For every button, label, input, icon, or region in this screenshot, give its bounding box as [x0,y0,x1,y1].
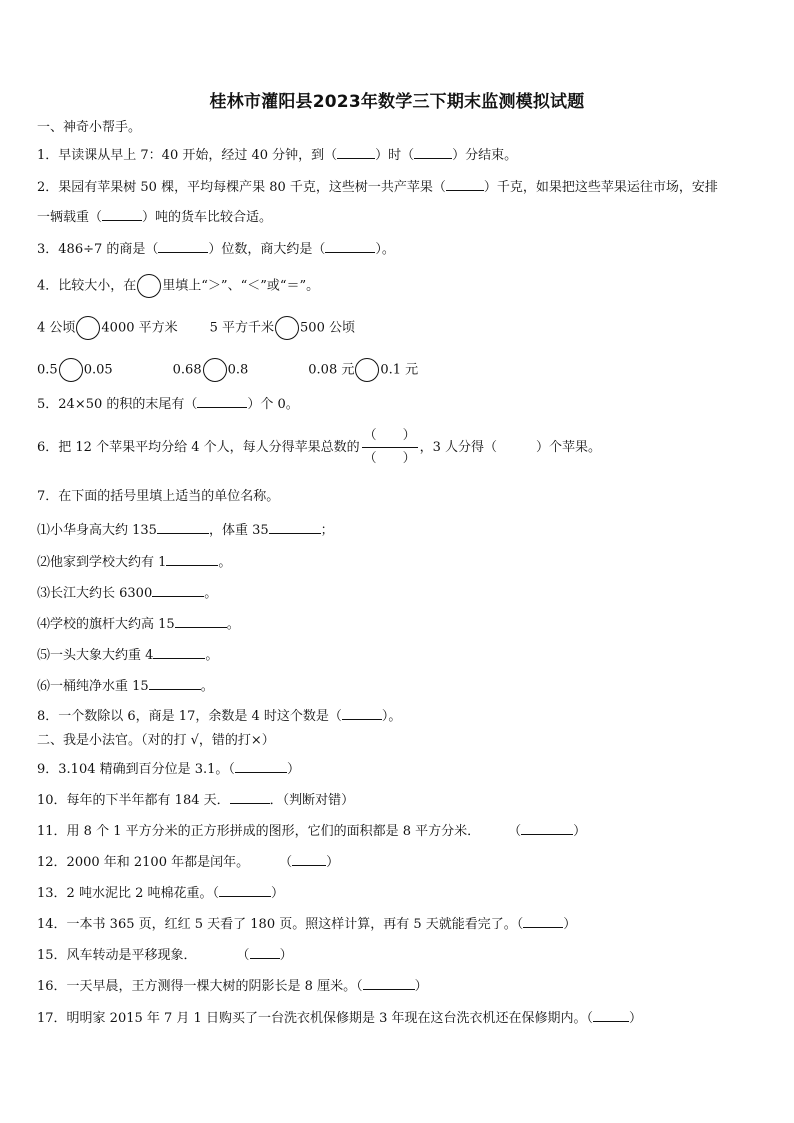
question-6: 6．把 12 个苹果平均分给 4 个人，每人分得苹果总数的 $\frac{( )}{( )}$ ，3 人分得（ ）个苹果。 [37,426,601,469]
answer-blank[interactable] [292,853,326,866]
answer-blank[interactable] [363,977,415,990]
answer-blank[interactable] [523,915,563,928]
fraction-blank[interactable]: $\frac{( )}{( )}$ [363,428,416,466]
answer-blank[interactable] [158,240,208,253]
compare-circle[interactable] [137,274,161,298]
question-15: 15．风车转动是平移现象． （ ） [37,948,293,963]
answer-blank[interactable] [235,760,287,773]
question-7-1: ⑴小华身高大约 135 ，体重 35 ； [37,523,334,538]
compare-row-1: 4 公顷 4000 平方米 5 平方千米 500 公顷 [37,316,355,340]
question-7-4: ⑷学校的旗杆大约高 15 。 [37,617,240,632]
section-2-heading: 二、我是小法官。（对的打 √，错的打×） [37,733,275,748]
question-7-6: ⑹一桶纯净水重 15 。 [37,679,214,694]
question-7-2: ⑵他家到学校大约有 1 。 [37,555,232,570]
question-3: 3．486÷7 的商是（ ）位数，商大约是（ ）。 [37,242,395,257]
question-12: 12．2000 年和 2100 年都是闰年。 （ ） [37,855,340,870]
question-14: 14．一本书 365 页，红红 5 天看了 180 页。照这样计算，再有 5 天就能看完了。（ ） [37,917,577,932]
compare-circle[interactable] [355,358,379,382]
compare-row-2: 0.5 0.05 0.68 0.8 0.08 元 0.1 元 [37,358,418,382]
answer-blank[interactable] [152,584,204,597]
answer-blank[interactable] [446,178,484,191]
question-5: 5．24×50 的积的末尾有（ ）个 0。 [37,397,299,412]
section-1-heading: 一、神奇小帮手。 [37,120,142,135]
answer-blank[interactable] [230,791,270,804]
compare-circle[interactable] [59,358,83,382]
answer-blank[interactable] [102,208,142,221]
answer-blank[interactable] [593,1009,629,1022]
answer-blank[interactable] [166,553,218,566]
question-7-3: ⑶长江大约长 6300 。 [37,586,218,601]
question-9: 9．3.104 精确到百分位是 3.1。（ ） [37,762,300,777]
question-16: 16．一天早晨，王方测得一棵大树的阴影长是 8 厘米。（ ） [37,979,428,994]
question-17: 17．明明家 2015 年 7 月 1 日购买了一台洗衣机保修期是 3 年现在这台洗衣机还在保修期内。（ ） [37,1011,643,1026]
answer-blank[interactable] [197,395,247,408]
question-2-cont: 一辆载重（ ）吨的货车比较合适。 [37,210,273,225]
question-8: 8．一个数除以 6，商是 17，余数是 4 时这个数是（ ）。 [37,709,402,724]
answer-blank[interactable] [521,822,573,835]
page-title: 桂林市灌阳县2023年数学三下期末监测模拟试题 [209,92,585,112]
question-2: 2．果园有苹果树 50 棵，平均每棵产果 80 千克，这些树一共产苹果（ ）千克，如果把这些苹果运往市场，安排 [37,180,718,195]
question-7: 7．在下面的括号里填上适当的单位名称。 [37,489,280,504]
answer-blank[interactable] [325,240,375,253]
answer-blank[interactable] [269,521,321,534]
compare-circle[interactable] [203,358,227,382]
answer-blank[interactable] [175,615,227,628]
answer-blank[interactable] [337,146,375,159]
answer-blank[interactable] [250,946,280,959]
answer-blank[interactable] [157,521,209,534]
question-13: 13．2 吨水泥比 2 吨棉花重。（ ） [37,886,284,901]
answer-blank[interactable] [149,677,201,690]
question-1: 1．早读课从早上 7：40 开始，经过 40 分钟，到（ ）时（ ）分结束。 [37,148,518,163]
answer-blank[interactable] [342,707,382,720]
question-7-5: ⑸一头大象大约重 4 。 [37,648,219,663]
compare-circle[interactable] [76,316,100,340]
answer-blank[interactable] [414,146,452,159]
answer-blank[interactable] [153,646,205,659]
compare-circle[interactable] [275,316,299,340]
question-10: 10．每年的下半年都有 184 天． ．（判断对错） [37,793,355,808]
answer-blank[interactable] [219,884,271,897]
question-11: 11．用 8 个 1 平方分米的正方形拼成的图形，它们的面积都是 8 平方分米． （ ） [37,824,587,839]
question-4: 4．比较大小，在 里填上“＞”、“＜”或“＝”。 [37,274,319,298]
